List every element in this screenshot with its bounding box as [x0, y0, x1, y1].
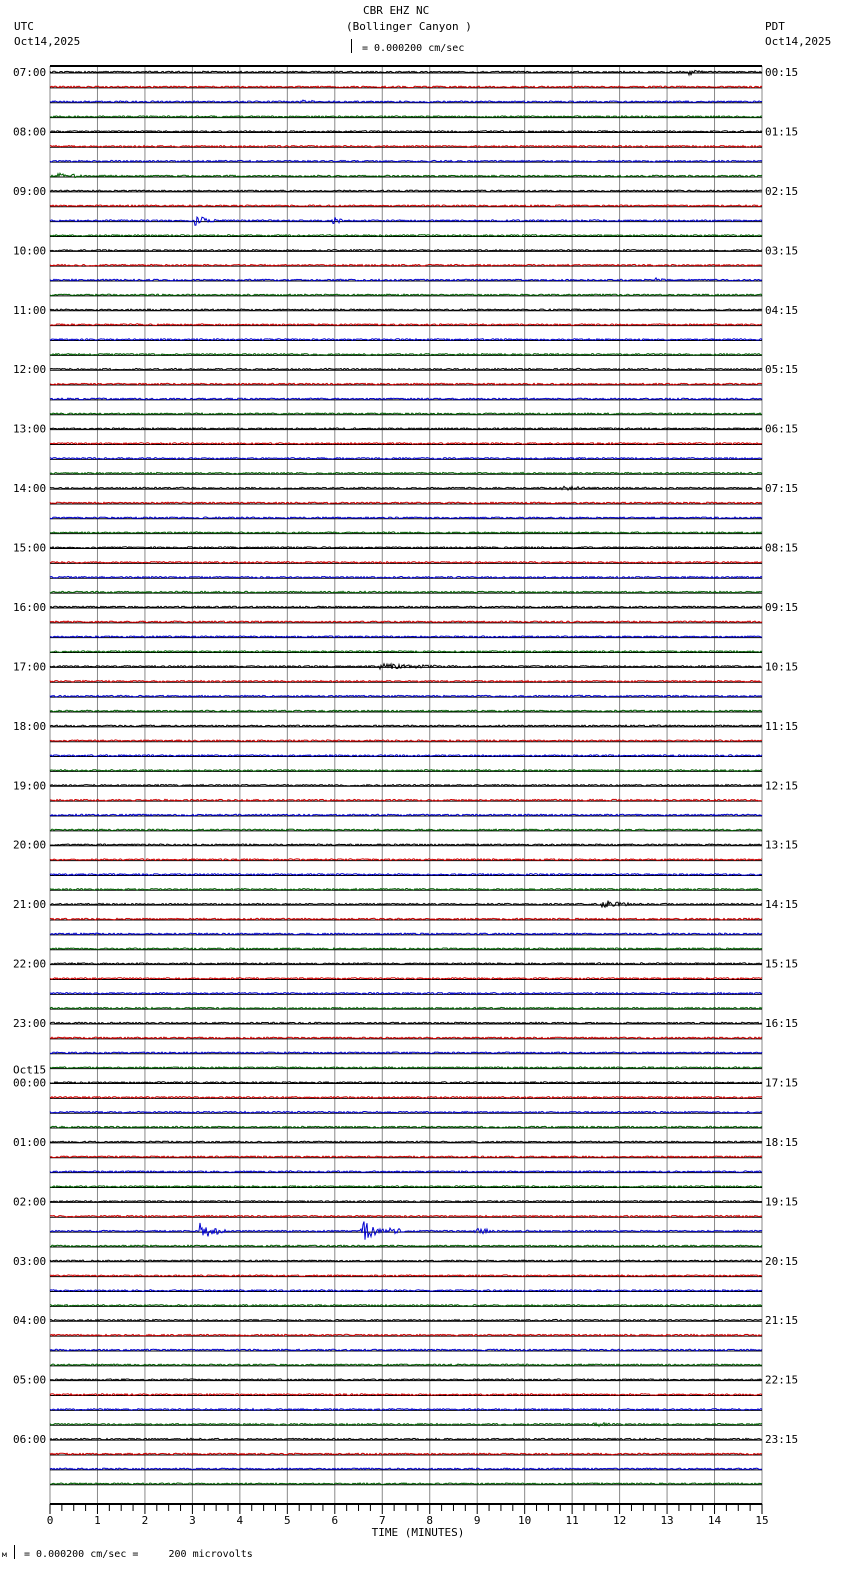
seismic-trace	[50, 814, 762, 816]
scale-text: = 0.000200 cm/sec	[362, 43, 465, 54]
seismic-trace	[50, 547, 762, 549]
utc-hour-label: 18:00	[13, 719, 47, 733]
utc-hour-label: 07:00	[13, 66, 47, 79]
x-tick-label: 1	[94, 1514, 101, 1527]
utc-hour-label: 15:00	[13, 541, 47, 555]
x-tick-label: 4	[236, 1514, 244, 1527]
pdt-hour-label: 07:15	[765, 482, 799, 496]
pdt-hour-label: 12:15	[765, 779, 799, 793]
x-tick-label: 14	[707, 1514, 722, 1527]
pdt-hour-label: 10:15	[765, 660, 799, 674]
footer-scale-mark: м	[2, 1550, 7, 1559]
x-tick-label: 13	[660, 1514, 674, 1527]
pdt-hour-label: 05:15	[765, 363, 799, 377]
utc-hour-label: 14:00	[13, 482, 47, 496]
utc-hour-label: 03:00	[13, 1254, 47, 1268]
pdt-hour-label: 23:15	[765, 1433, 799, 1447]
x-tick-label: 15	[755, 1514, 769, 1527]
utc-hour-label: 04:00	[13, 1314, 47, 1328]
pdt-hour-label: 21:15	[765, 1314, 799, 1328]
seismic-trace	[50, 398, 762, 400]
x-tick-label: 0	[46, 1514, 54, 1527]
utc-hour-label: 06:00	[13, 1433, 47, 1447]
utc-hour-label: 12:00	[13, 363, 47, 377]
x-tick-label: 2	[141, 1514, 149, 1527]
x-tick-label: 5	[284, 1514, 291, 1527]
utc-hour-label: 19:00	[13, 779, 47, 793]
utc-hour-label: 16:00	[13, 600, 47, 614]
pdt-hour-label: 11:15	[765, 719, 799, 733]
pdt-hour-label: 22:15	[765, 1373, 799, 1387]
utc-hour-label: 21:00	[13, 898, 47, 912]
x-tick-label: 7	[378, 1514, 386, 1527]
x-tick-label: 9	[473, 1514, 481, 1527]
date-change-label: Oct15	[13, 1063, 47, 1077]
utc-hour-label: 17:00	[13, 660, 47, 674]
station-location: (Bollinger Canyon )	[346, 20, 472, 33]
utc-hour-label: 05:00	[13, 1373, 47, 1387]
utc-hour-label: 20:00	[13, 838, 47, 852]
pdt-hour-label: 17:15	[765, 1076, 799, 1090]
pdt-hour-label: 00:15	[765, 66, 799, 79]
seismic-trace	[50, 770, 762, 772]
pdt-hour-label: 19:15	[765, 1195, 799, 1209]
pdt-hour-label: 16:15	[765, 1017, 799, 1031]
pdt-hour-label: 09:15	[765, 600, 799, 614]
x-tick-label: 10	[518, 1514, 532, 1527]
utc-hour-label: 09:00	[13, 184, 47, 198]
seismic-trace	[50, 131, 762, 133]
x-axis-title: TIME (MINUTES)	[371, 1526, 465, 1539]
pdt-hour-label: 01:15	[765, 125, 799, 139]
left-date: Oct14,2025	[14, 35, 81, 48]
utc-hour-label: 23:00	[13, 1017, 47, 1031]
station-title: CBR EHZ NC	[363, 4, 430, 17]
utc-hour-label: 08:00	[13, 125, 47, 139]
footer-scale-text: = 0.000200 cm/sec = 200 microvolts	[24, 1549, 253, 1560]
utc-hour-label: 01:00	[13, 1135, 47, 1149]
seismic-trace	[50, 278, 762, 281]
footer-scale-bar-icon	[14, 1545, 15, 1559]
utc-hour-label: 10:00	[13, 244, 47, 258]
x-tick-label: 8	[426, 1514, 434, 1527]
utc-hour-label: 13:00	[13, 422, 47, 436]
x-tick-label: 3	[189, 1514, 196, 1527]
x-tick-label: 6	[331, 1514, 339, 1527]
seismic-trace	[50, 1052, 762, 1054]
x-tick-label: 11	[565, 1514, 579, 1527]
pdt-hour-label: 14:15	[765, 898, 799, 912]
utc-hour-label: 11:00	[13, 303, 47, 317]
pdt-hour-label: 20:15	[765, 1254, 799, 1268]
pdt-hour-label: 06:15	[765, 422, 799, 436]
utc-hour-label: 00:00	[13, 1076, 47, 1090]
pdt-hour-label: 03:15	[765, 244, 799, 258]
pdt-hour-label: 18:15	[765, 1135, 799, 1149]
seismic-trace	[50, 205, 762, 207]
seismic-trace	[50, 1222, 762, 1240]
pdt-hour-label: 13:15	[765, 838, 799, 852]
x-tick-label: 12	[612, 1514, 627, 1527]
left-timezone: UTC	[14, 20, 34, 33]
pdt-hour-label: 04:15	[765, 303, 799, 317]
seismic-trace	[50, 740, 762, 742]
right-date: Oct14,2025	[765, 35, 832, 48]
right-timezone: PDT	[765, 20, 785, 33]
seismic-trace	[50, 901, 762, 908]
utc-hour-label: 02:00	[13, 1195, 47, 1209]
pdt-hour-label: 15:15	[765, 957, 799, 971]
utc-hour-label: 22:00	[13, 957, 47, 971]
pdt-hour-label: 08:15	[765, 541, 799, 555]
seismic-trace	[50, 664, 762, 669]
pdt-hour-label: 02:15	[765, 184, 799, 198]
seismic-trace	[50, 1245, 762, 1247]
seismic-trace	[50, 1334, 762, 1336]
